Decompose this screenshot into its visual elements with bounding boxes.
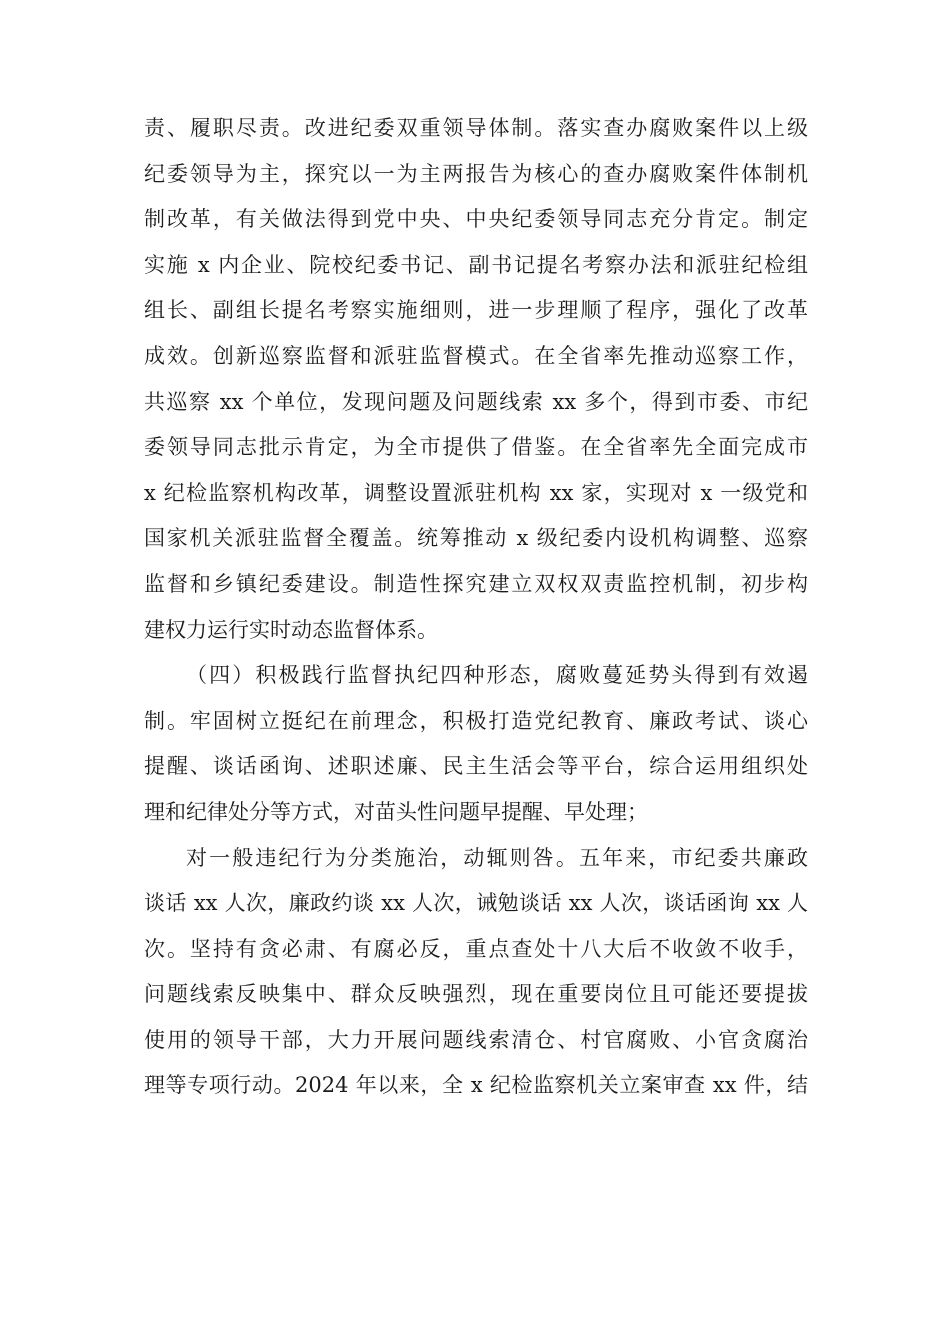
paragraph-2-line: 提醒、谈话函询、述职述廉、民主生活会等平台，综合运用组织处	[144, 754, 808, 779]
paragraph-2-line: 制。牢固树立挺纪在前理念，积极打造党纪教育、廉政考试、谈心	[144, 708, 808, 733]
paragraph-3-line: 问题线索反映集中、群众反映强烈，现在重要岗位且可能还要提拔	[144, 982, 808, 1007]
paragraph-1-line: 实施 x 内企业、院校纪委书记、副书记提名考察办法和派驻纪检组	[144, 252, 808, 277]
paragraph-1-line: 成效。创新巡察监督和派驻监督模式。在全省率先推动巡察工作，	[144, 343, 808, 368]
paragraph-1-line: 责、履职尽责。改进纪委双重领导体制。落实查办腐败案件以上级	[144, 116, 808, 140]
paragraph-1-line: 纪委领导为主，探究以一为主两报告为核心的查办腐败案件体制机	[144, 161, 808, 186]
paragraph-3-line: 对一般违纪行为分类施治，动辄则咎。五年来，市纪委共廉政	[186, 845, 808, 870]
paragraph-3-line: 使用的领导干部，大力开展问题线索清仓、村官腐败、小官贪腐治	[144, 1027, 808, 1052]
document-body	[144, 106, 808, 1109]
paragraph-2-line: （四）积极践行监督执纪四种形态，腐败蔓延势头得到有效遏	[186, 663, 808, 688]
paragraph-1-line: 共巡察 xx 个单位，发现问题及问题线索 xx 多个，得到市委、市纪	[144, 389, 808, 414]
paragraph-1-line: 委领导同志批示肯定，为全市提供了借鉴。在全省率先全面完成市	[144, 435, 808, 460]
paragraph-1-line: 组长、副组长提名考察实施细则，进一步理顺了程序，强化了改革	[144, 298, 808, 323]
paragraph-1-line: x 纪检监察机构改革，调整设置派驻机构 xx 家，实现对 x 一级党和	[144, 480, 808, 505]
paragraph-3-line: 理等专项行动。2024 年以来，全 x 纪检监察机关立案审查 xx 件，结	[144, 1073, 808, 1098]
paragraph-3-line: 谈话 xx 人次，廉政约谈 xx 人次，诫勉谈话 xx 人次，谈话函询 xx 人	[144, 891, 808, 916]
paragraph-1-line: 监督和乡镇纪委建设。制造性探究建立双权双责监控机制，初步构	[144, 571, 808, 596]
paragraph-2-line: 理和纪律处分等方式，对苗头性问题早提醒、早处理；	[144, 799, 648, 824]
paragraph-1-line: 制改革，有关做法得到党中央、中央纪委领导同志充分肯定。制定	[144, 207, 808, 232]
paragraph-1-line: 国家机关派驻监督全覆盖。统筹推动 x 级纪委内设机构调整、巡察	[144, 526, 808, 551]
paragraph-1-line: 建权力运行实时动态监督体系。	[144, 617, 438, 642]
paragraph-3-line: 次。坚持有贪必肃、有腐必反，重点查处十八大后不收敛不收手，	[144, 936, 808, 961]
